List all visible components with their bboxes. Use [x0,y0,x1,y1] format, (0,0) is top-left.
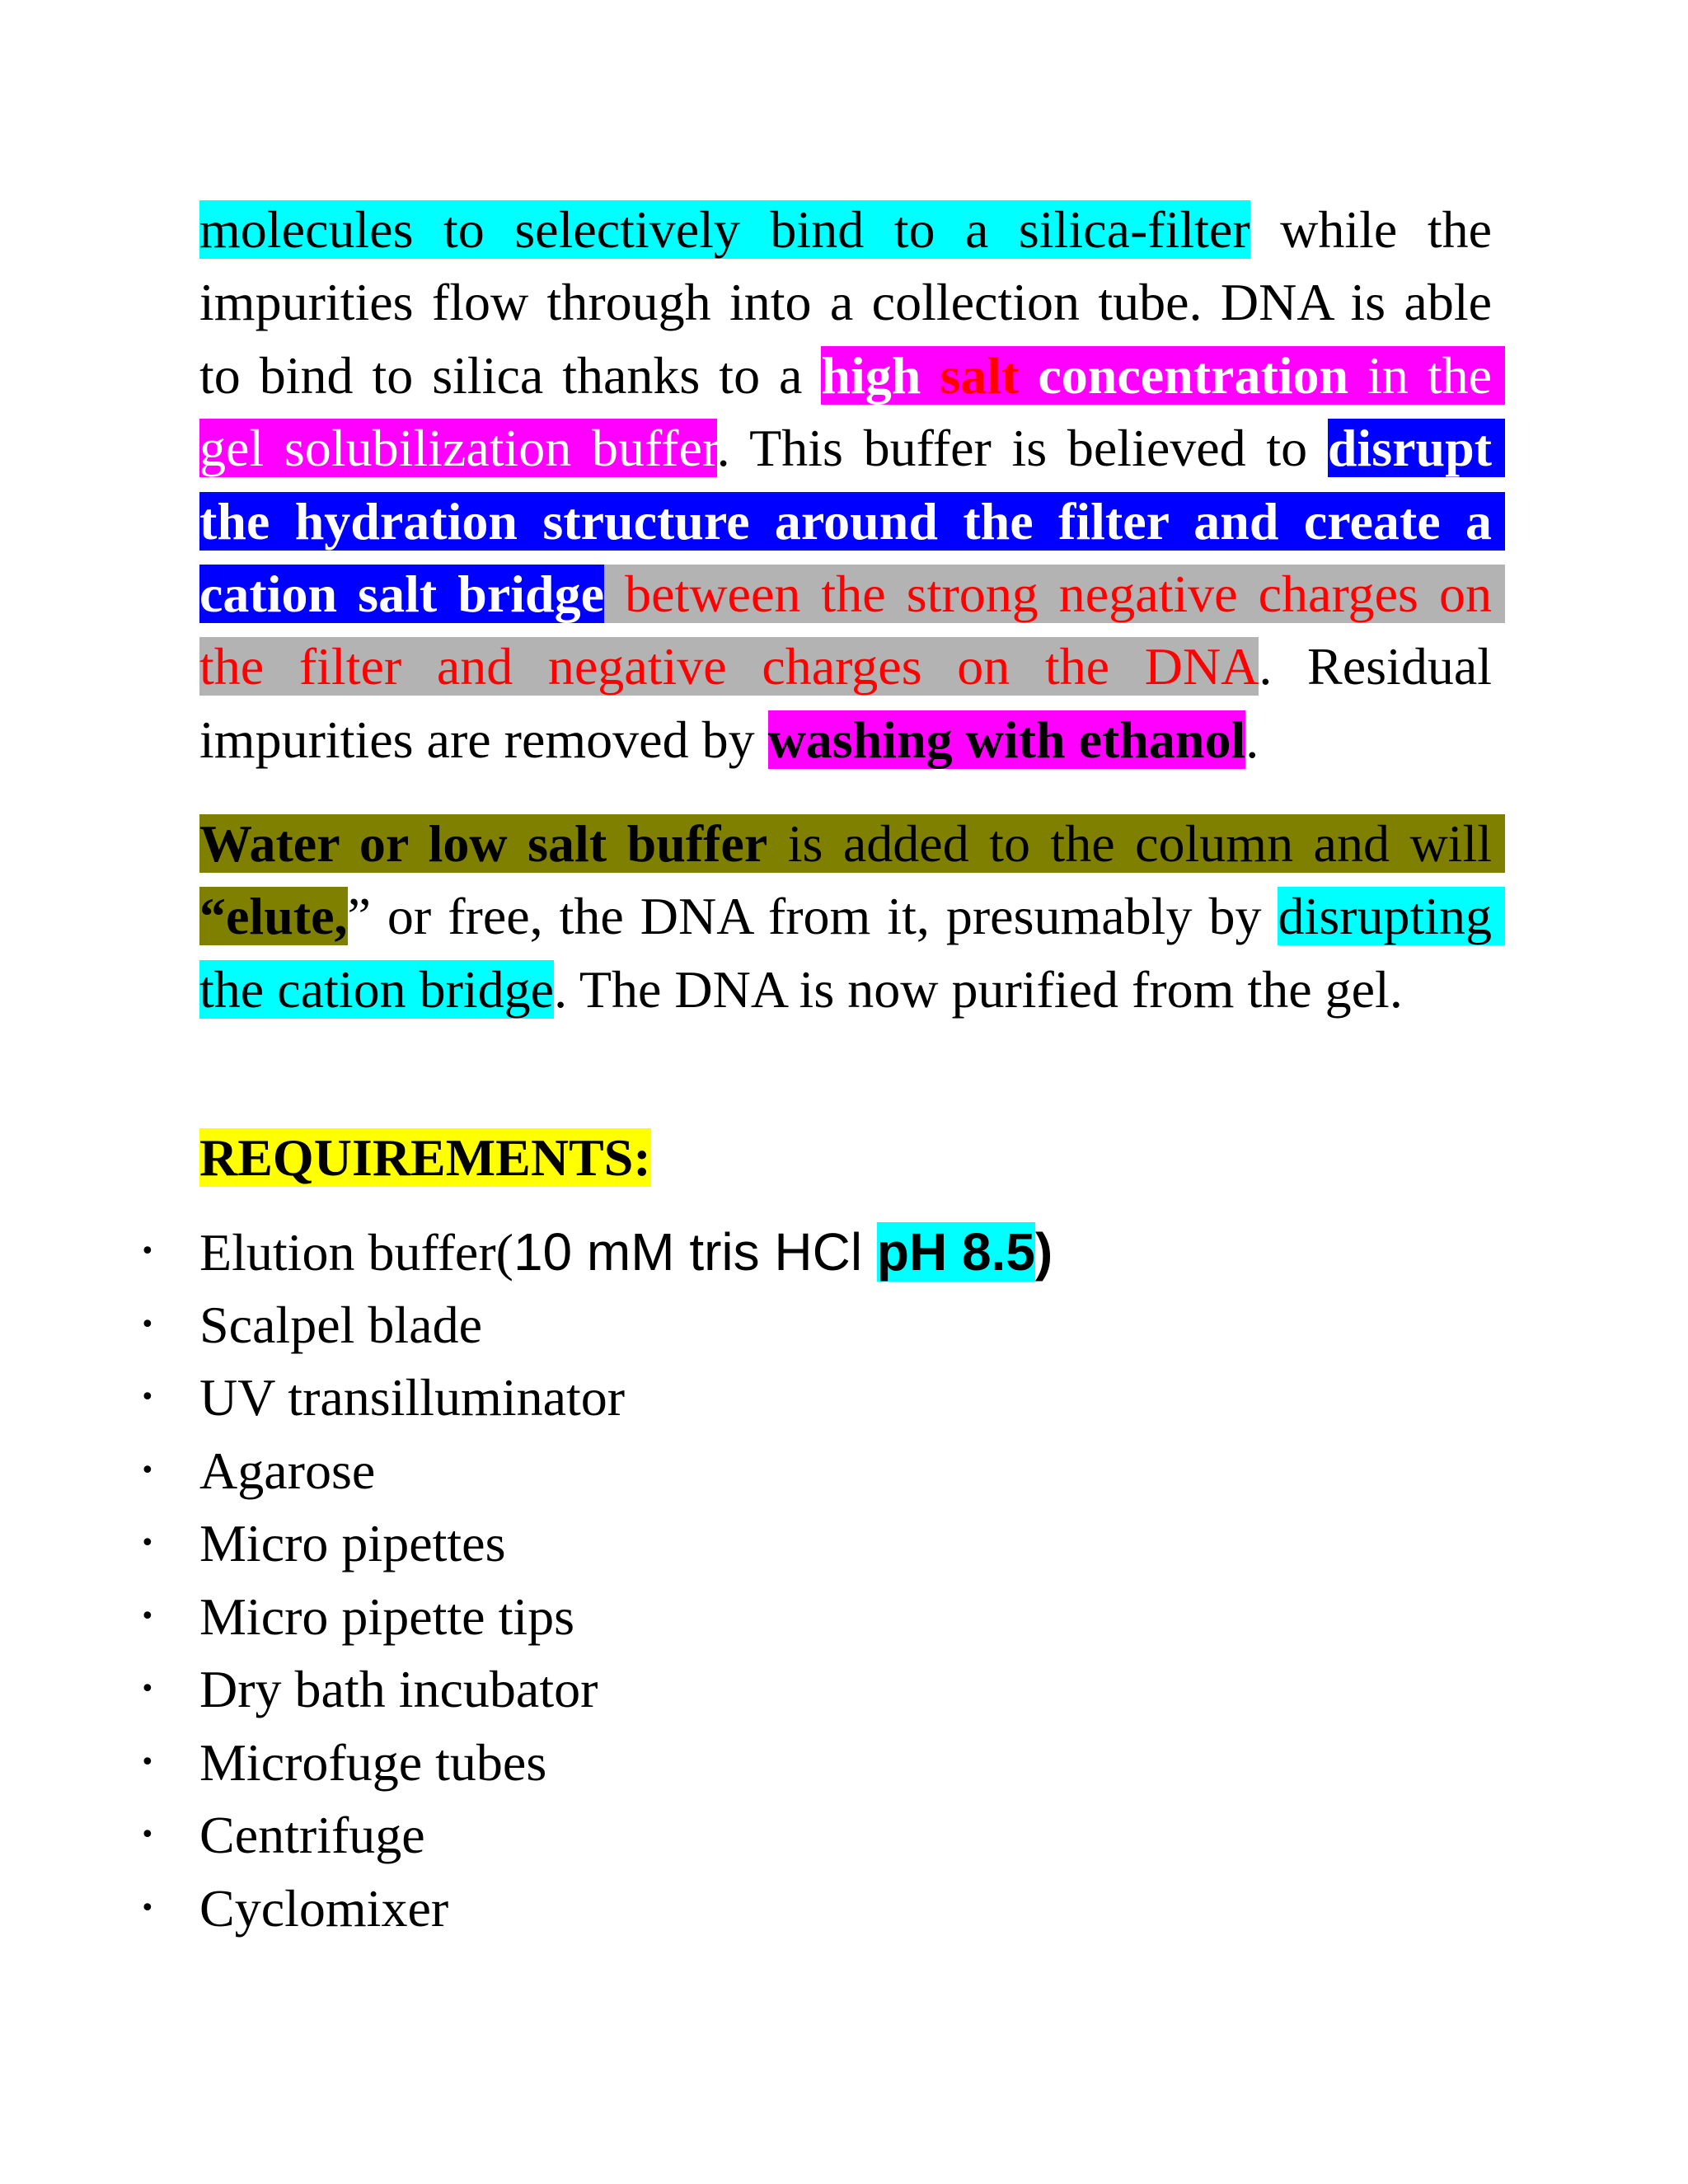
highlight-space [1019,346,1038,405]
list-item-text: Cyclomixer [199,1878,449,1938]
list-item-text: Agarose [199,1441,376,1500]
body-text: . [1245,710,1259,769]
highlight-added-column: is added to the column and will [767,814,1506,873]
bullet-icon: • [140,1601,155,1631]
list-item-text: Scalpel blade [199,1295,482,1354]
requirements-heading-text: REQUIREMENTS: [199,1128,651,1187]
bullet-icon: • [140,1383,155,1412]
bullet-icon: • [140,1747,155,1777]
list-item-text: UV transilluminator [199,1368,626,1427]
highlight-salt: salt [940,345,1020,405]
bullet-icon: • [140,1893,155,1923]
body-text: . The DNA is now purified from the gel. [554,959,1403,1019]
item-close-paren: ) [1034,1222,1053,1282]
bullet-icon: • [140,1237,155,1266]
highlight-space [921,346,940,405]
body-text: while the impurities flow through into a collection tube. DNA is able to bind to silica thanks to a [199,200,1505,405]
bullet-icon: • [140,1310,155,1339]
bullet-icon: • [140,1529,155,1558]
body-text: . Residual impurities are removed by [199,637,1506,769]
bullet-icon: • [140,1675,155,1704]
highlight-silica-filter: molecules to selectively bind to a silica-filter [199,200,1250,259]
list-item-text [199,1216,1053,1290]
highlight-elute: “elute, [199,887,348,946]
item-elution-buffer: Elution buffer( [199,1223,513,1282]
highlight-water-buffer: Water or low salt buffer [199,814,768,873]
highlight-gel-buffer: in the gel solubilization buffer [199,345,1506,478]
highlight-ph: pH 8.5 [876,1222,1035,1282]
list-item-text: Dry bath incubator [199,1660,598,1718]
item-tris-hcl: 10 mM tris HCl [513,1222,877,1282]
highlight-disrupt-hydration: disrupt the hydration structure around the filter and create a cation salt bridge [199,419,1505,624]
highlight-negative-charges: between the strong negative charges on the filter and negative charges on the DNA [199,565,1506,696]
bullet-icon: • [140,1455,155,1485]
body-text: ” or free, the DNA from it, presumably by [347,887,1278,946]
list-item-text: Centrifuge [199,1806,425,1864]
highlight-concentration: concentration [1038,345,1349,405]
highlight-washing-ethanol: washing with ethanol [767,710,1246,769]
highlight-high: high [821,345,921,405]
list-item-text: Microfuge tubes [199,1732,547,1792]
paragraph-silica-binding [199,194,1506,776]
list-item-text: Micro pipette tips [199,1586,575,1646]
paragraph-elution [199,808,1506,1026]
body-text: . This buffer is believed to [716,419,1328,478]
bullet-icon: • [140,1821,155,1849]
requirements-heading [199,1125,651,1191]
highlight-disrupting-bridge: disrupting the cation bridge [199,887,1505,1019]
list-item-text: Micro pipettes [199,1514,506,1572]
